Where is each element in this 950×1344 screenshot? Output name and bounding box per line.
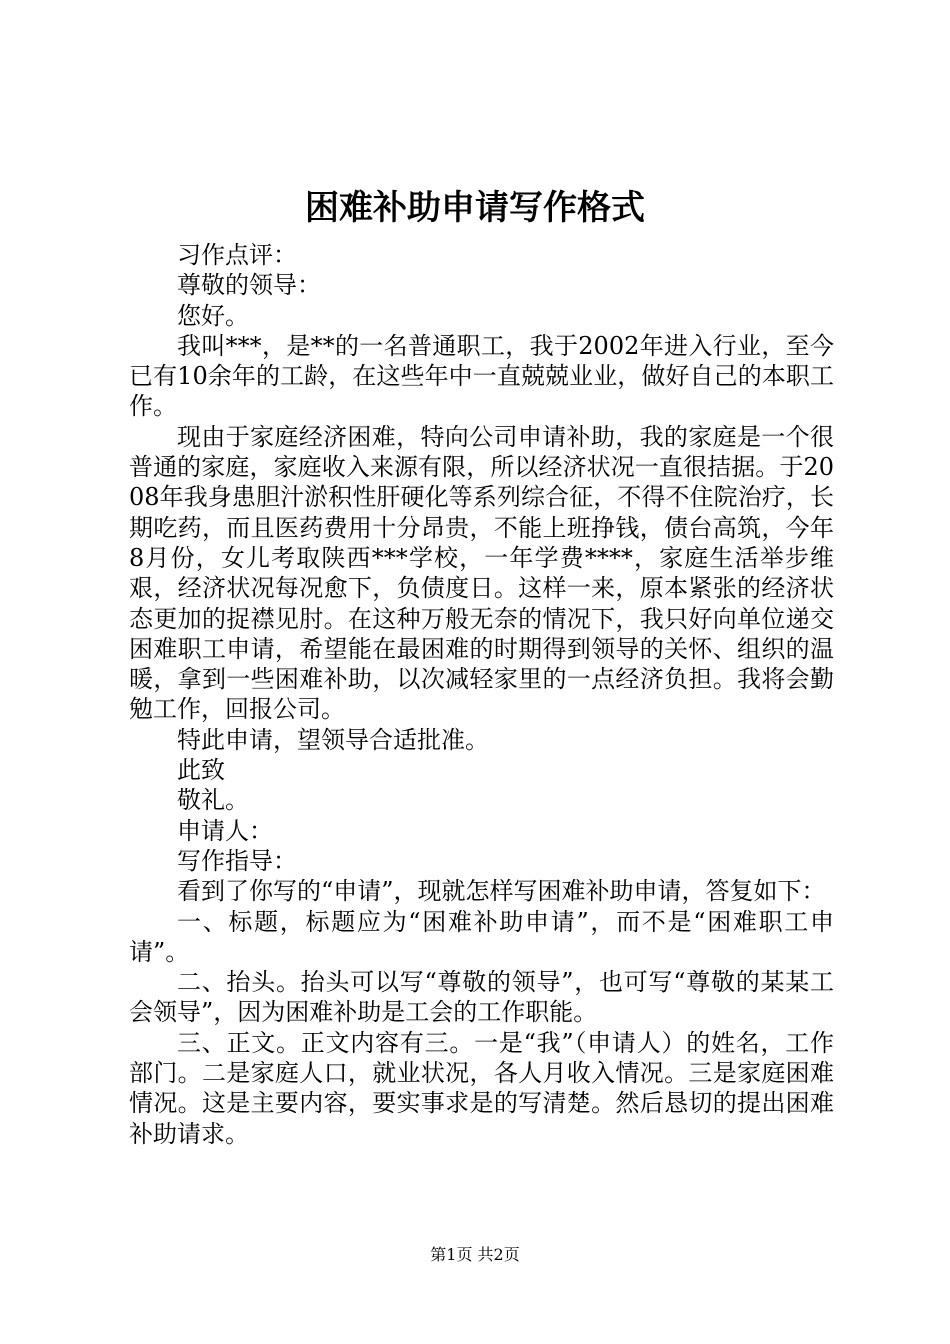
- paragraph-applicant: 申请人：: [177, 816, 273, 845]
- paragraph-guidance-intro: 看到了你写的“申请”，现就怎样写困难补助申请，答复如下：: [177, 877, 826, 906]
- document-body: [129, 240, 834, 1149]
- paragraph-closing: 此致: [177, 756, 225, 785]
- paragraph-situation: 现由于家庭经济困难，特向公司申请补助，我的家庭是一个很普通的家庭，家庭收入来源有限，所以经济状况一直很拮据。于2008年我身患胆汁淤积性肝硬化等系列综合征，不得不住院治疗，长期吃药，而且医药费用十分昂贵，不能上班挣钱，债台高筑，今年8月份，女儿考取陕西***学校，一年学费****，家庭生活举步维艰，经济状况每况愈下，负债度日。这样一来，原本紧张的经济状态更加的捉襟见肘。在这种万般无奈的情况下，我只好向单位递交困难职工申请，希望能在最困难的时期得到领导的关怀、组织的温暖，拿到一些困难补助，以次减轻家里的一点经济负担。我将会勤勉工作，回报公司。: [129, 422, 834, 724]
- paragraph-introduction: 我叫***，是**的一名普通职工，我于2002年进入行业，至今已有10余年的工龄，在这些年中一直兢兢业业，做好自己的本职工作。: [129, 331, 834, 421]
- paragraph-regards: 敬礼。: [177, 786, 249, 815]
- paragraph-guidance-title: 一、标题，标题应为“困难补助申请”，而不是“困难职工申请”。: [129, 907, 834, 966]
- paragraph-salutation: 尊敬的领导：: [177, 271, 321, 300]
- paragraph-guidance-heading: 写作指导：: [177, 846, 297, 875]
- paragraph-guidance-header: 二、抬头。抬头可以写“尊敬的领导”，也可写“尊敬的某某工会领导”，因为困难补助是工会的工作职能。: [129, 968, 834, 1027]
- document-title: 困难补助申请写作格式: [305, 188, 645, 228]
- paragraph-guidance-body: 三、正文。正文内容有三。一是“我”（申请人）的姓名，工作部门。二是家庭人口，就业状况，各人月收入情况。三是家庭困难情况。这是主要内容，要实事求是的写清楚。然后恳切的提出困难补助请求。: [129, 1028, 834, 1148]
- page-number: 第1页 共2页: [430, 1245, 520, 1264]
- paragraph-critique-heading: 习作点评：: [177, 241, 297, 269]
- paragraph-greeting: 您好。: [177, 301, 249, 330]
- paragraph-request: 特此申请，望领导合适批准。: [177, 725, 489, 754]
